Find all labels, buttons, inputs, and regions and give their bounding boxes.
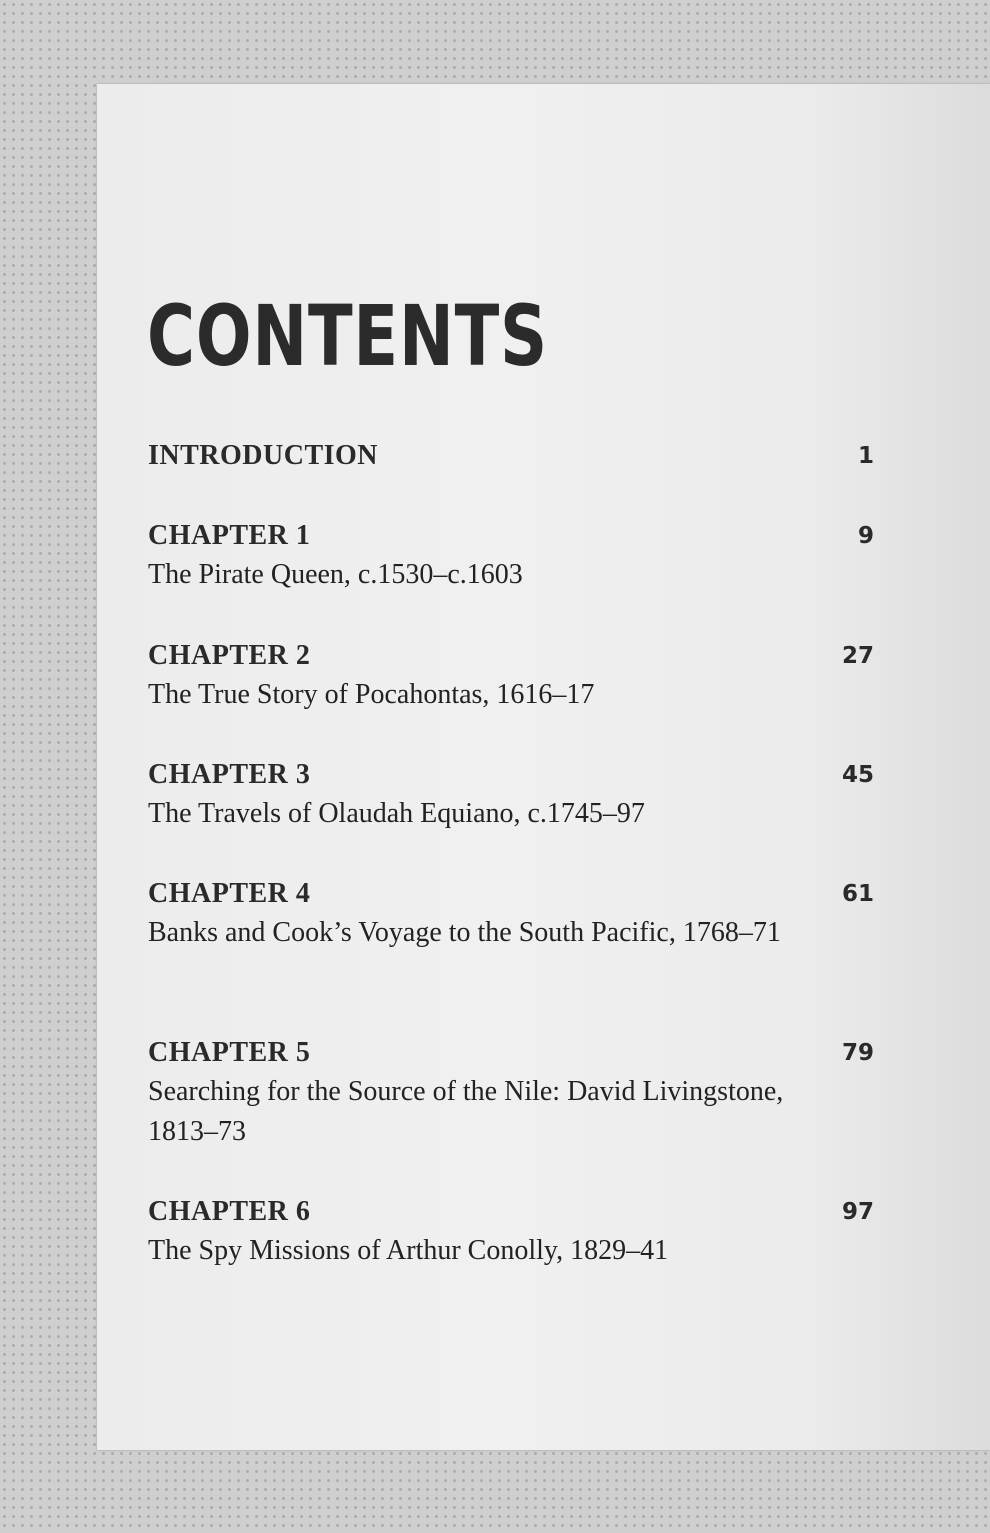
- toc-entry-label: CHAPTER 5: [148, 1037, 311, 1068]
- toc-entry-label: CHAPTER 2: [148, 640, 311, 671]
- toc-page-number: 9: [857, 523, 874, 549]
- toc-entry-label: CHAPTER 1: [148, 520, 311, 551]
- toc-page-number: 79: [841, 1040, 874, 1066]
- toc-entry-subtitle: Banks and Cook’s Voyage to the South Pacific, 1768–71: [148, 917, 781, 948]
- book-page: [97, 84, 990, 1450]
- toc-entry-chapter-6: [148, 1195, 868, 1271]
- toc-entry-subtitle: The True Story of Pocahontas, 1616–17: [148, 679, 595, 710]
- toc-entry-chapter-5: [148, 1036, 868, 1152]
- toc-entry-subtitle: The Spy Missions of Arthur Conolly, 1829–41: [148, 1235, 669, 1266]
- toc-entry-subtitle: Searching for the Source of the Nile: David Livingstone, 1813–73: [148, 1076, 784, 1147]
- toc-entry-label: CHAPTER 6: [148, 1196, 311, 1227]
- toc-entry-label: INTRODUCTION: [148, 440, 379, 471]
- toc-page-number: 1: [857, 443, 874, 469]
- toc-page-number: 61: [841, 881, 874, 907]
- toc-page-number: 97: [841, 1199, 874, 1225]
- toc-entry-subtitle: The Pirate Queen, c.1530–c.1603: [148, 559, 523, 590]
- toc-entry-chapter-3: [148, 758, 868, 834]
- toc-page-number: 27: [841, 643, 874, 669]
- toc-page-number: 45: [841, 762, 874, 788]
- toc-entry-subtitle: The Travels of Olaudah Equiano, c.1745–97: [148, 798, 645, 829]
- toc-entry-introduction: [148, 439, 868, 473]
- toc-entry-label: CHAPTER 3: [148, 759, 311, 790]
- toc-entry-chapter-2: [148, 639, 868, 715]
- toc-entry-chapter-4: [148, 877, 868, 953]
- toc-entry-label: CHAPTER 4: [148, 878, 311, 909]
- toc-entry-chapter-1: [148, 519, 868, 595]
- page-title: CONTENTS: [147, 287, 549, 385]
